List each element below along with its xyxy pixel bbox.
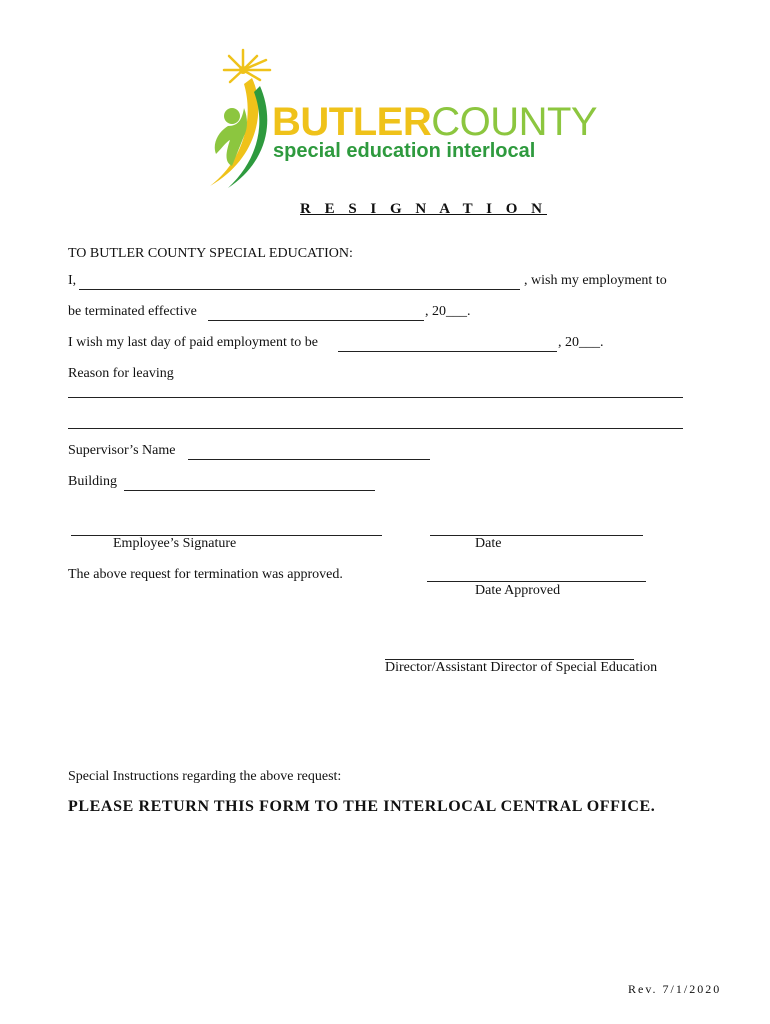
- date-approved-field[interactable]: [427, 581, 646, 582]
- brand-name: [272, 100, 597, 145]
- brand-name-part2: COUNTY: [431, 100, 598, 144]
- line3-prefix: I wish my last day of paid employment to be: [68, 335, 319, 350]
- last-paid-day-field[interactable]: [338, 351, 557, 352]
- termination-date-field[interactable]: [208, 320, 424, 321]
- special-instructions-label: Special Instructions regarding the above request:: [68, 769, 342, 784]
- return-notice: PLEASE RETURN THIS FORM TO THE INTERLOCAL CENTRAL OFFICE.: [68, 798, 656, 815]
- line1-suffix: , wish my employment to: [524, 273, 667, 288]
- line2-suffix: , 20___.: [425, 304, 471, 319]
- revision-date: Rev. 7/1/2020: [628, 982, 722, 996]
- brand-subtitle: special education interlocal: [273, 140, 536, 162]
- brand-name-part1: BUTLER: [272, 100, 432, 144]
- employee-signature-label: Employee’s Signature: [113, 536, 237, 551]
- date-approved-label: Date Approved: [475, 583, 561, 598]
- approval-statement: The above request for termination was approved.: [68, 567, 343, 582]
- line2-prefix: be terminated effective: [68, 304, 197, 319]
- reason-line-2[interactable]: [68, 428, 683, 429]
- form-title: R E S I G N A T I O N: [300, 201, 547, 217]
- director-label: Director/Assistant Director of Special Education: [385, 660, 658, 675]
- addressee: TO BUTLER COUNTY SPECIAL EDUCATION:: [68, 246, 353, 261]
- supervisor-name-field[interactable]: [188, 459, 430, 460]
- line1-prefix: I,: [68, 273, 77, 288]
- line3-suffix: , 20___.: [558, 335, 604, 350]
- building-field[interactable]: [124, 490, 375, 491]
- reason-label: Reason for leaving: [68, 366, 174, 381]
- reason-line-1[interactable]: [68, 397, 683, 398]
- building-label: Building: [68, 474, 118, 489]
- employee-name-field[interactable]: [79, 289, 520, 290]
- date-label: Date: [475, 536, 502, 551]
- signature-date-field[interactable]: [430, 535, 643, 536]
- supervisor-label: Supervisor’s Name: [68, 443, 176, 458]
